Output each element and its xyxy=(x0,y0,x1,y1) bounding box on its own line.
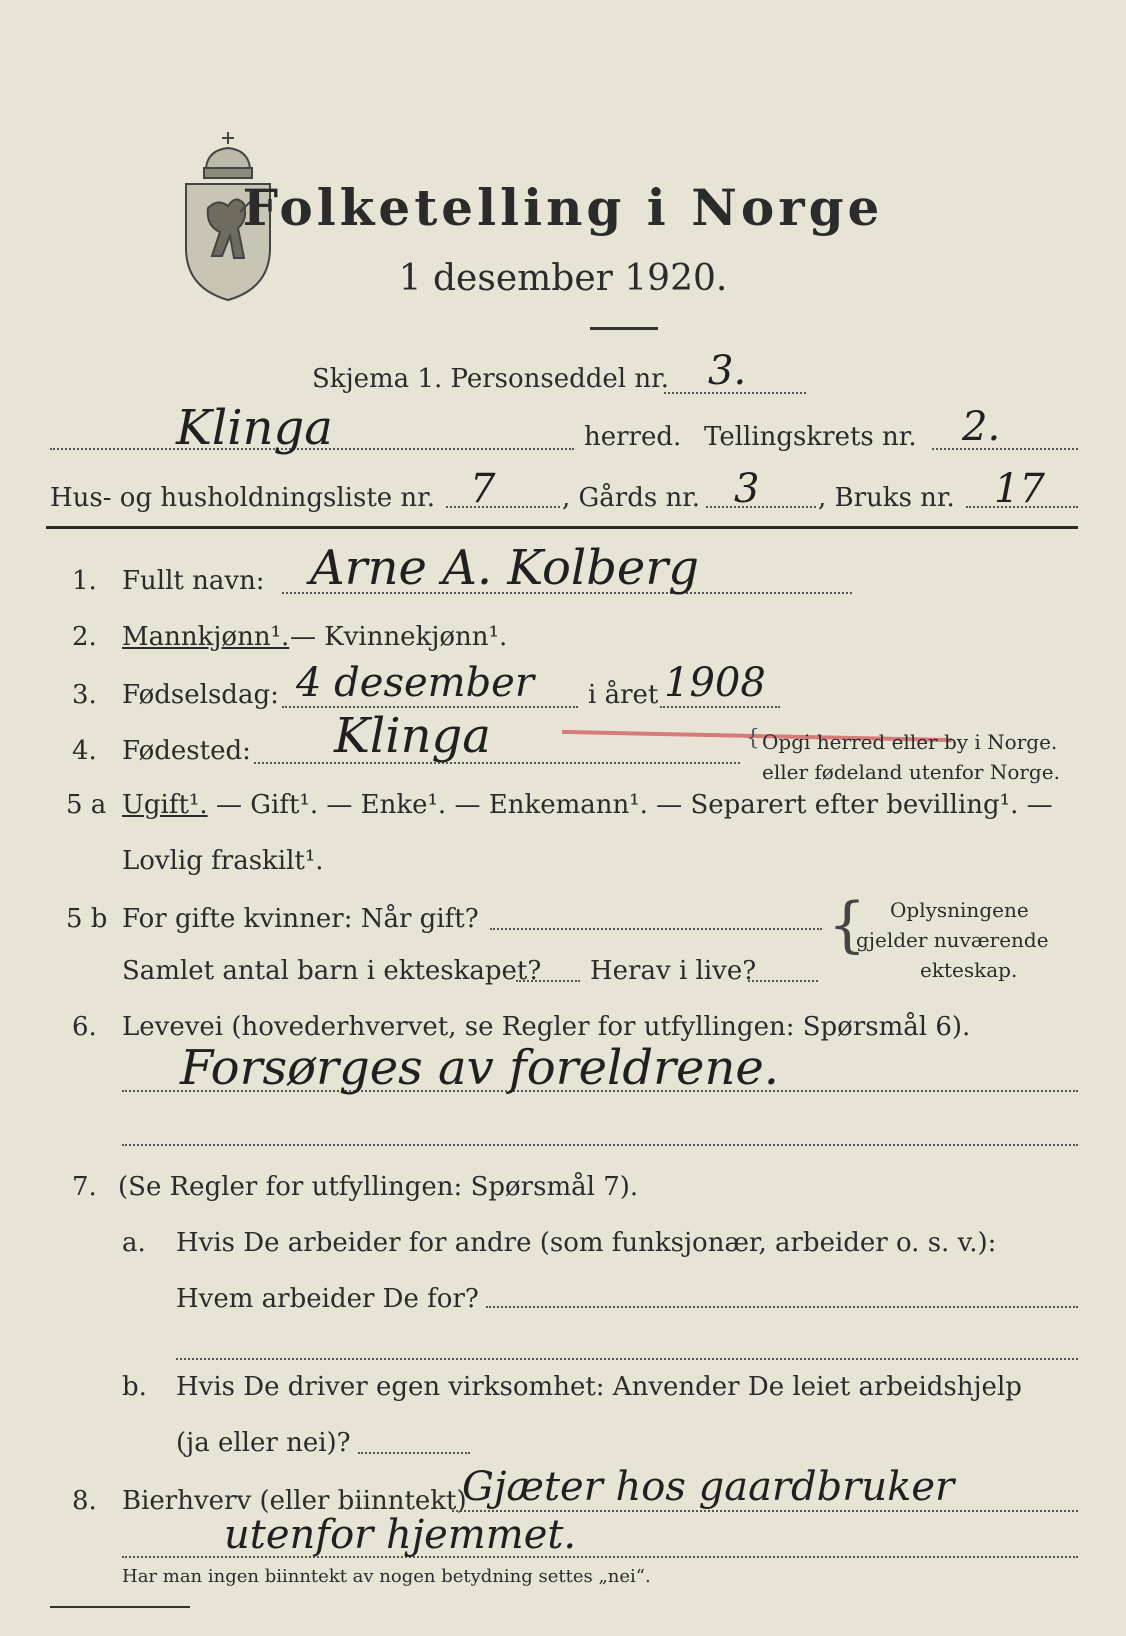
q4-note-1: Opgi herred eller by i Norge. xyxy=(762,730,1058,754)
form-title: Folketelling i Norge xyxy=(242,178,884,237)
liste-label: Hus- og husholdningsliste nr. xyxy=(50,483,436,513)
year-label: i året xyxy=(588,680,659,710)
q6-dots-2 xyxy=(122,1144,1078,1146)
q5a-number: 5 a xyxy=(66,790,107,820)
liste-dots xyxy=(446,506,560,508)
livelihood-value[interactable]: Forsørges av foreldrene. xyxy=(180,1040,780,1096)
q4-note-2: eller fødeland utenfor Norge. xyxy=(762,760,1060,784)
tellingskrets-label: Tellingskrets nr. xyxy=(704,422,917,452)
full-name-value[interactable]: Arne A. Kolberg xyxy=(310,540,699,596)
census-date: 1 desember 1920. xyxy=(398,258,728,299)
q1-label: Fullt navn: xyxy=(122,566,265,596)
q7b-dots[interactable] xyxy=(358,1452,470,1454)
herav-label: Herav i live? xyxy=(590,956,757,986)
herred-label: herred. xyxy=(584,422,682,452)
side-income-value-2[interactable]: utenfor hjemmet. xyxy=(224,1512,577,1558)
q4-brace: { xyxy=(746,726,760,751)
tellingskrets-dots xyxy=(932,448,1078,450)
birthplace-value[interactable]: Klinga xyxy=(334,708,491,764)
q7b-question: (ja eller nei)? xyxy=(176,1428,351,1458)
personseddel-number[interactable]: 3. xyxy=(708,348,747,394)
schema-label: Skjema 1. Personseddel nr. xyxy=(312,364,669,394)
q3-number: 3. xyxy=(72,680,97,710)
q8-number: 8. xyxy=(72,1486,97,1516)
tellingskrets-value[interactable]: 2. xyxy=(962,404,1001,450)
barn-label: Samlet antal barn i ekteskapet? xyxy=(122,956,542,986)
q7b-letter: b. xyxy=(122,1372,147,1402)
q7-label: (Se Regler for utfyllingen: Spørsmål 7). xyxy=(118,1172,639,1202)
q7-number: 7. xyxy=(72,1172,97,1202)
q4-number: 4. xyxy=(72,736,97,766)
mannkjonn-option[interactable]: Mannkjønn¹. xyxy=(122,622,290,652)
barn-dots xyxy=(516,980,580,982)
ugift-option[interactable]: Ugift¹. xyxy=(122,790,208,820)
q7a-question: Hvem arbeider De for? xyxy=(176,1284,479,1314)
q5b-note-2: gjelder nuværende xyxy=(856,928,1049,952)
gards-value[interactable]: 3 xyxy=(734,466,760,512)
q4-dots xyxy=(254,762,740,764)
q7a-letter: a. xyxy=(122,1228,146,1258)
herred-value[interactable]: Klinga xyxy=(176,400,333,456)
q7a-dots[interactable] xyxy=(486,1306,1078,1308)
footnote-rule xyxy=(50,1606,190,1608)
kvinnekjonn-option[interactable]: — Kvinnekjønn¹. xyxy=(290,622,508,652)
birth-year-value[interactable]: 1908 xyxy=(664,660,766,706)
q8-label: Bierhverv (eller biinntekt) xyxy=(122,1486,467,1516)
q7a-dots-2[interactable] xyxy=(176,1358,1078,1360)
liste-value[interactable]: 7 xyxy=(470,466,496,512)
fraskilt-option[interactable]: Lovlig fraskilt¹. xyxy=(122,846,324,876)
q3-label: Fødselsdag: xyxy=(122,680,279,710)
header-divider xyxy=(46,526,1078,529)
q7b-text: Hvis De driver egen virksomhet: Anvender De leiet arbeidshjelp xyxy=(176,1372,1022,1402)
q2-number: 2. xyxy=(72,622,97,652)
q5b-note-3: ekteskap. xyxy=(920,958,1018,982)
q6-number: 6. xyxy=(72,1012,97,1042)
footer-note: Har man ingen biinntekt av nogen betydning settes „nei“. xyxy=(122,1566,651,1587)
herav-dots xyxy=(748,980,818,982)
q5b-number: 5 b xyxy=(66,904,108,934)
year-dots xyxy=(660,706,780,708)
gards-dots xyxy=(706,506,816,508)
naar-gift-dots xyxy=(490,928,822,930)
q5b-brace: { xyxy=(828,890,867,960)
q5b-note-1: Oplysningene xyxy=(890,898,1029,922)
side-income-value-1[interactable]: Gjæter hos gaardbruker xyxy=(462,1464,955,1510)
q5b-label: For gifte kvinner: Når gift? xyxy=(122,904,479,934)
q6-label: Levevei (hovederhvervet, se Regler for utfyllingen: Spørsmål 6). xyxy=(122,1012,971,1042)
birthday-value[interactable]: 4 desember xyxy=(296,660,534,706)
title-divider xyxy=(590,327,658,330)
marital-options[interactable]: — Gift¹. — Enke¹. — Enkemann¹. — Separert efter bevilling¹. — xyxy=(216,790,1053,820)
q4-label: Fødested: xyxy=(122,736,251,766)
bruks-value[interactable]: 17 xyxy=(994,466,1045,512)
q7a-text: Hvis De arbeider for andre (som funksjonær, arbeider o. s. v.): xyxy=(176,1228,997,1258)
bruks-label: , Bruks nr. xyxy=(818,483,955,513)
q1-number: 1. xyxy=(72,566,97,596)
gards-label: , Gårds nr. xyxy=(562,483,701,513)
